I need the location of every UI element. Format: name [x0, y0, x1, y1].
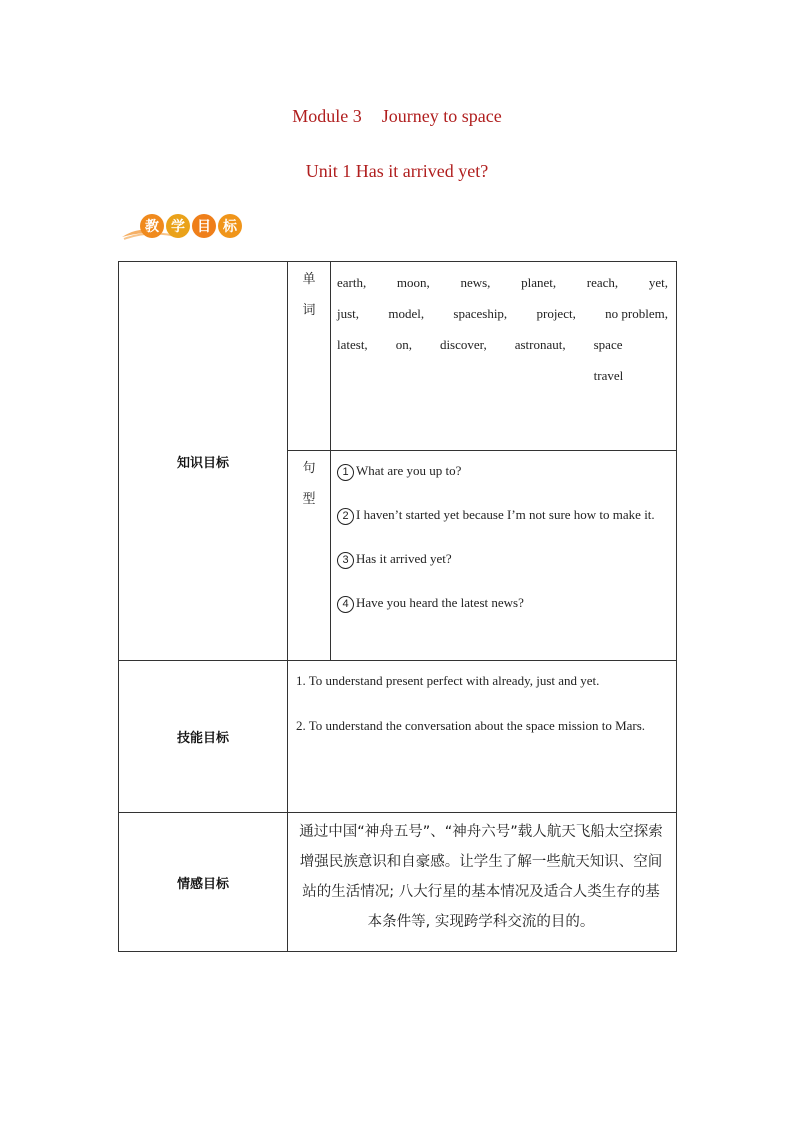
module-number: Module 3 — [292, 106, 362, 126]
sentences-cell — [331, 451, 677, 661]
skills-cell — [288, 661, 677, 813]
words-label: 单 词 — [288, 262, 331, 451]
circled-number: 3 — [337, 552, 354, 569]
list-item: latest, on, discover, astronaut, space travel — [337, 337, 624, 383]
list-item: earth, moon, news, planet, reach, yet, — [337, 275, 668, 290]
list-item: 2. To understand the conversation about the space mission to Mars. — [296, 718, 646, 733]
badge-char: 教 — [140, 214, 164, 238]
list-item: 1. To understand present perfect with already, just and yet. — [296, 673, 600, 688]
table-row — [119, 661, 677, 813]
emotion-text: 通过中国“神舟五号”、“神舟六号”载人航天飞船太空探索增强民族意识和自豪感。让学生了解一些航天知识、空间站的生活情况; 八大行星的基本情况及适合人类生存的基本条件等, 实现跨学科交流的目的。 — [299, 824, 663, 930]
list-item: 4 Have you heard the latest news? — [337, 587, 668, 618]
module-name: Journey to space — [381, 106, 502, 126]
emotion-cell — [288, 813, 677, 952]
goals-table — [118, 261, 677, 952]
unit-title: Unit 1 Has it arrived yet? — [305, 161, 489, 181]
circled-number: 1 — [337, 464, 354, 481]
circled-number: 2 — [337, 508, 354, 525]
list-item: 3 Has it arrived yet? — [337, 543, 668, 574]
emotion-goals-label: 情感目标 — [119, 813, 288, 952]
list-item: just, model, spaceship, project, no problem, — [337, 306, 668, 321]
sentence-list — [331, 451, 676, 618]
skill-goals-label: 技能目标 — [119, 661, 288, 813]
list-item: 2 I haven’t started yet because I’m not sure how to make it. — [337, 499, 668, 530]
knowledge-goals-label: 知识目标 — [119, 262, 288, 661]
teaching-goals-badge — [120, 211, 237, 243]
list-item: 1 What are you up to? — [337, 455, 668, 486]
badge-char: 学 — [166, 214, 190, 238]
words-cell — [331, 262, 677, 451]
vocab-list — [331, 262, 676, 391]
skills-list — [288, 661, 676, 741]
badge-char: 标 — [218, 214, 242, 238]
module-title — [0, 106, 794, 127]
sentences-label: 句 型 — [288, 451, 331, 661]
table-row — [119, 262, 677, 451]
circled-number: 4 — [337, 596, 354, 613]
badge-char: 目 — [192, 214, 216, 238]
table-row — [119, 813, 677, 952]
